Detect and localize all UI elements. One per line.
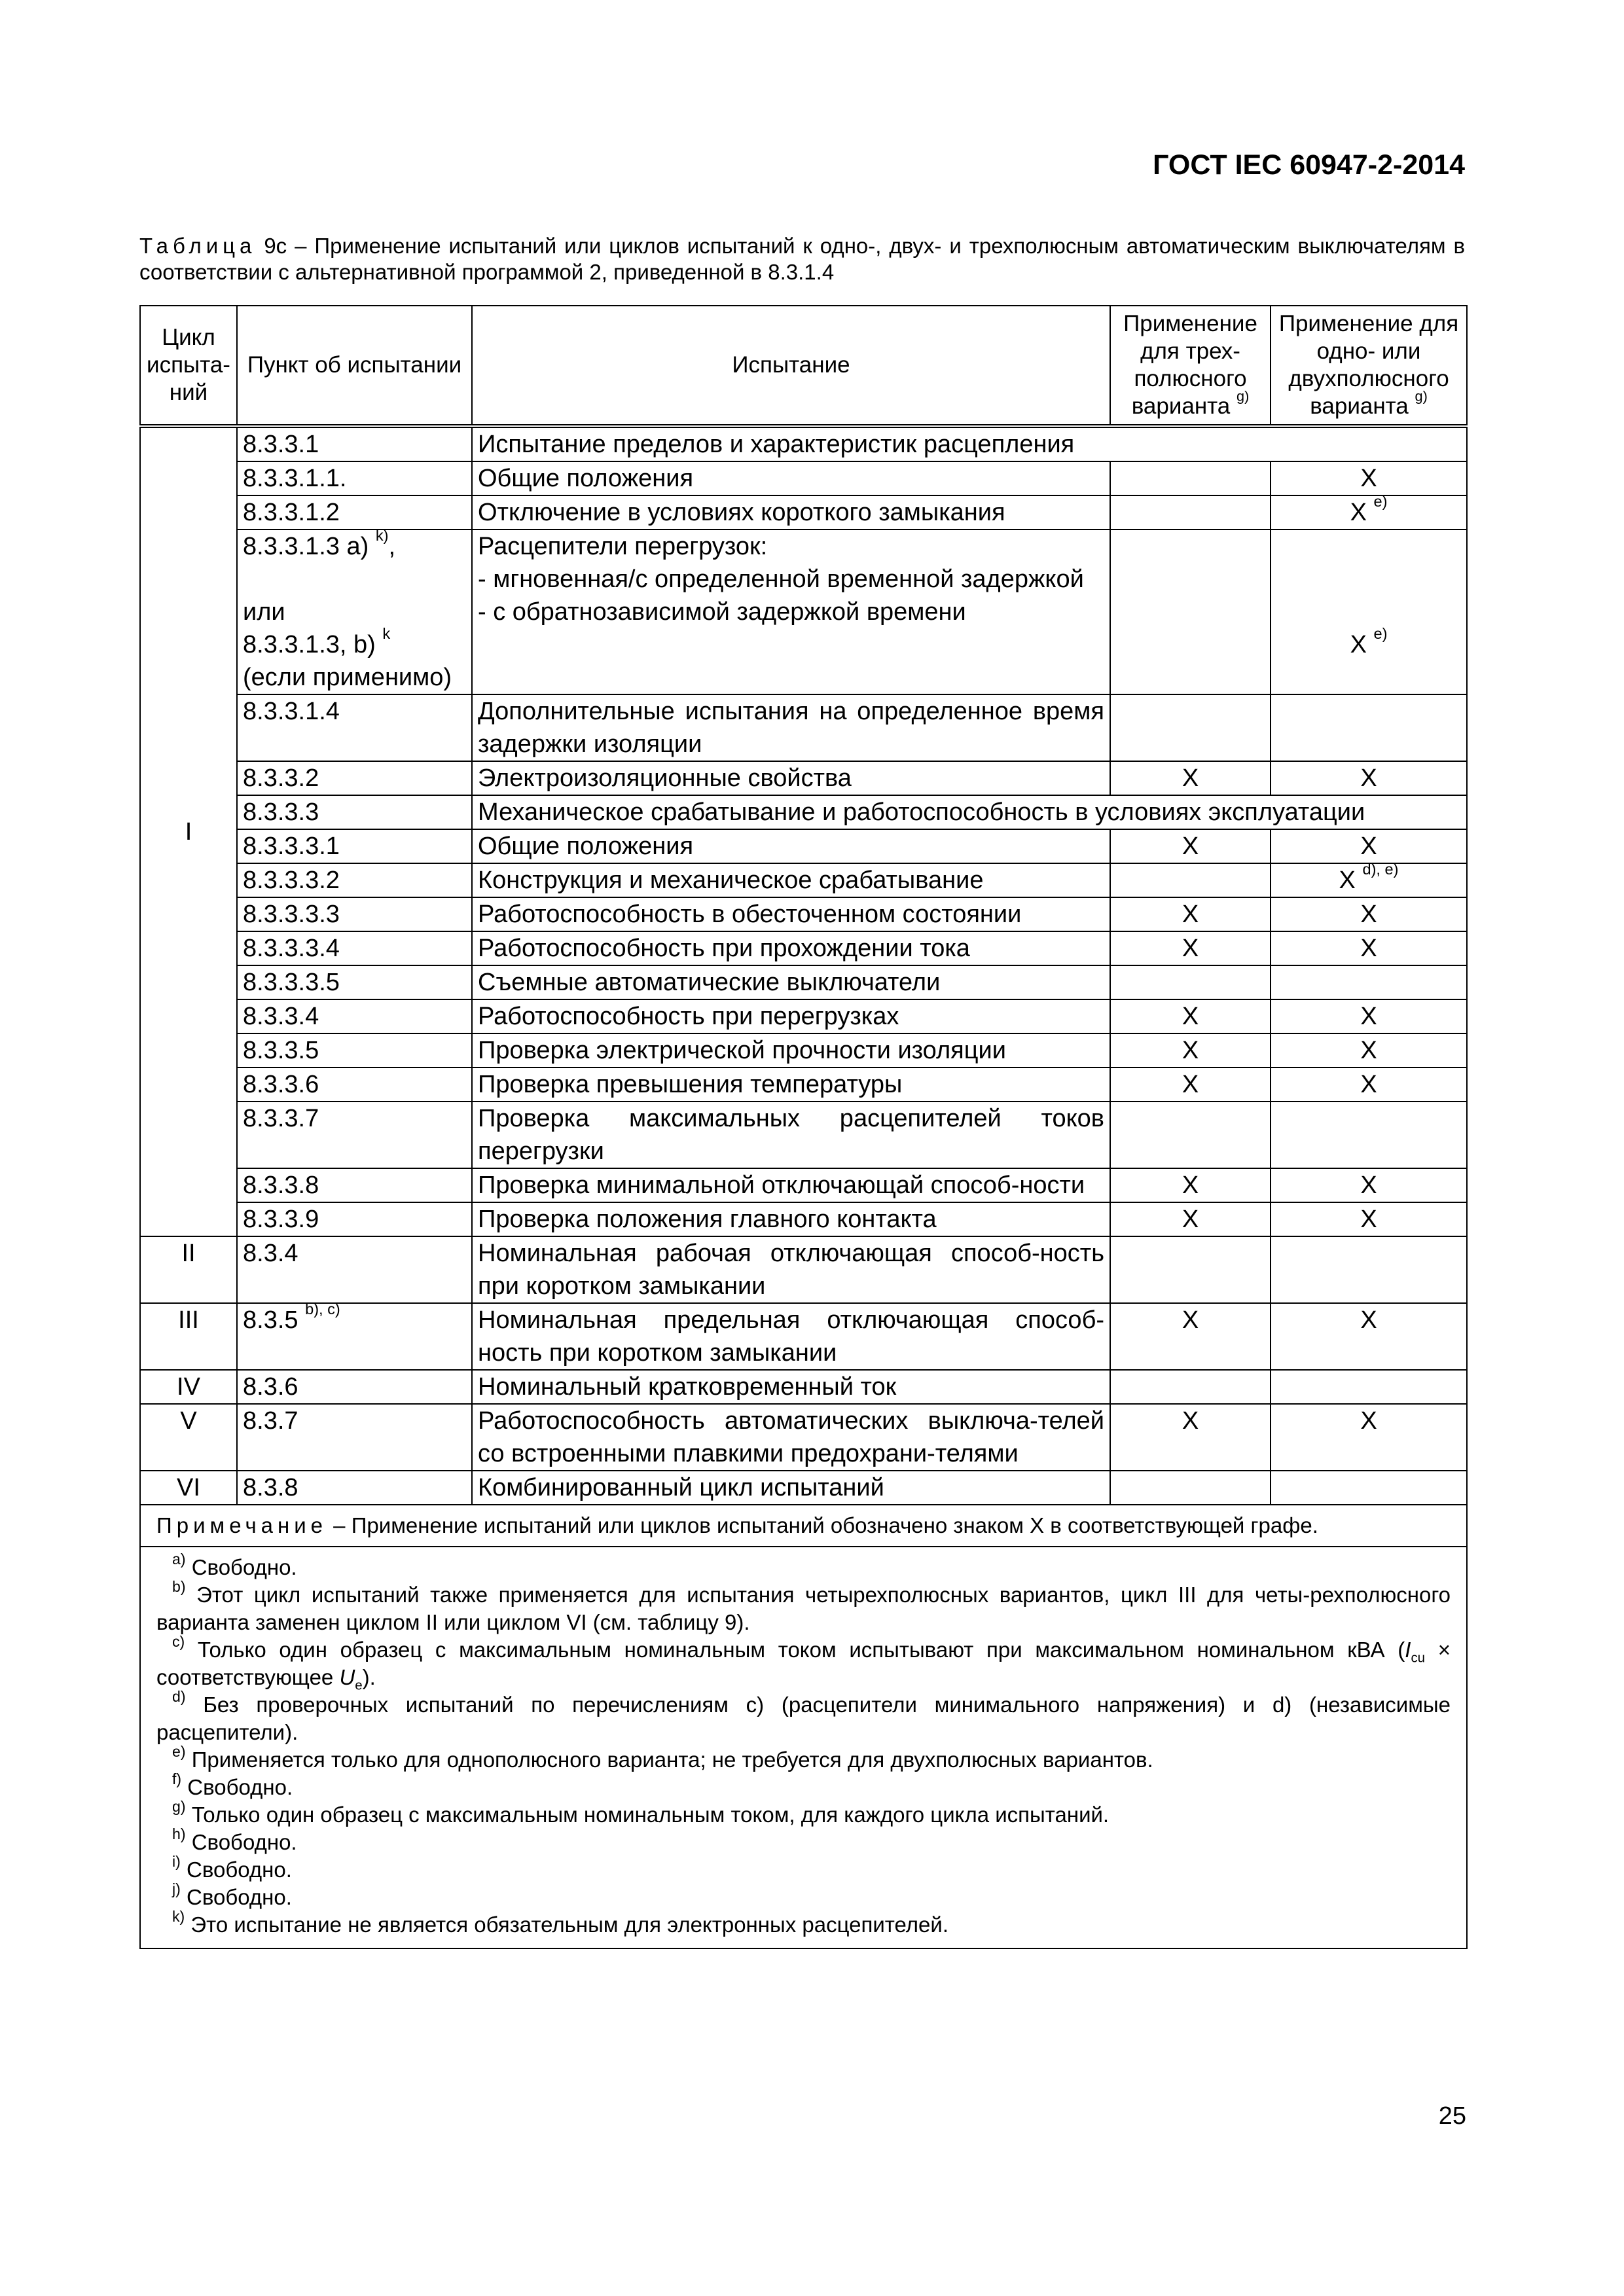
footnote-mark: c) xyxy=(172,1632,185,1650)
footnote-mark: e) xyxy=(172,1742,186,1760)
table-caption-label: Таблица xyxy=(139,234,257,258)
three-pole-cell xyxy=(1110,461,1271,495)
footnote-ref: e) xyxy=(1373,624,1388,642)
footnote xyxy=(156,1550,1451,1581)
table-caption xyxy=(139,233,1465,285)
three-pole-cell xyxy=(1110,863,1271,897)
cycle-cell: I xyxy=(140,426,237,1236)
table-row xyxy=(140,1202,1467,1236)
three-pole-cell: X xyxy=(1110,931,1271,965)
column-header-clause: Пункт об испытании xyxy=(237,306,472,426)
test-line: - с обратнозависимой задержкой времени xyxy=(478,598,966,626)
footnote-mark: g) xyxy=(172,1797,186,1815)
clause-cell: 8.3.3.3.1 xyxy=(237,829,472,863)
test-cell: Проверка положения главного контакта xyxy=(472,1202,1110,1236)
voltage-symbol: U xyxy=(339,1665,355,1689)
footnote-ref: k xyxy=(382,624,391,642)
test-cell xyxy=(472,529,1110,694)
footnote xyxy=(156,1687,1451,1746)
table-row xyxy=(140,1168,1467,1202)
clause-cell: 8.3.3.3.2 xyxy=(237,863,472,897)
one-two-pole-label: Применение для одно- или двухполюсного варианта xyxy=(1278,311,1459,419)
test-cell: Проверка электрической прочности изоляции xyxy=(472,1033,1110,1067)
column-header-cycle: Цикл испыта-ний xyxy=(140,306,237,426)
clause-line: 8.3.3.1.3, b) xyxy=(243,631,376,658)
one-two-pole-cell: X xyxy=(1271,931,1467,965)
table-row xyxy=(140,829,1467,863)
clause-cell: 8.3.6 xyxy=(237,1370,472,1404)
footnote xyxy=(156,1825,1451,1856)
table-row xyxy=(140,1102,1467,1168)
test-application-table xyxy=(139,305,1468,1949)
footnote-text: Свободно. xyxy=(180,1885,292,1909)
column-header-one-two-pole xyxy=(1271,306,1467,426)
test-cell: Номинальная рабочая отключающая способ-ность при коротком замыкании xyxy=(472,1236,1110,1303)
test-cell: Номинальный кратковременный ток xyxy=(472,1370,1110,1404)
test-cell: Проверка минимальной отключающай способ-ности xyxy=(472,1168,1110,1202)
one-two-pole-cell xyxy=(1271,860,1467,897)
one-two-pole-cell: X xyxy=(1271,1303,1467,1370)
test-cell: Работоспособность в обесточенном состоянии xyxy=(472,897,1110,931)
table-row xyxy=(140,1303,1467,1370)
footnote-text: Только один образец с максимальным номинальным током, для каждого цикла испытаний. xyxy=(185,1803,1110,1827)
footnote xyxy=(156,1852,1451,1884)
clause-separator: , xyxy=(388,533,395,560)
clause-cell: 8.3.7 xyxy=(237,1404,472,1471)
table-row xyxy=(140,931,1467,965)
table-row xyxy=(140,1404,1467,1471)
three-pole-cell: X xyxy=(1110,1404,1271,1471)
test-cell: Общие положения xyxy=(472,829,1110,863)
footnote-text: × соответствующее xyxy=(156,1638,1451,1689)
clause-cell: 8.3.3.1.1. xyxy=(237,461,472,495)
footnote-ref: d), e) xyxy=(1362,860,1399,878)
three-pole-cell: X xyxy=(1110,999,1271,1033)
table-note xyxy=(140,1505,1467,1547)
table-row xyxy=(140,694,1467,761)
column-header-test: Испытание xyxy=(472,306,1110,426)
one-two-pole-cell: X xyxy=(1271,461,1467,495)
three-pole-cell: X xyxy=(1110,1303,1271,1370)
table-row xyxy=(140,999,1467,1033)
clause-cell: 8.3.3.3.4 xyxy=(237,931,472,965)
one-two-pole-cell xyxy=(1271,1471,1467,1505)
cycle-cell: II xyxy=(140,1236,237,1303)
test-cell: Проверка превышения температуры xyxy=(472,1067,1110,1102)
footnote xyxy=(156,1632,1451,1693)
footnote-text: Только один образец с максимальным номинальным током испытывают при максимальном номинальном кВА ( xyxy=(185,1638,1405,1662)
table-row xyxy=(140,761,1467,795)
page-number: 25 xyxy=(1438,2102,1466,2130)
table-caption-text: 9c – Применение испытаний или циклов испытаний к одно-, двух- и трехполюсным автоматическим выключателям в соответствии с альтернативной программой 2, приведенной в 8.3.1.4 xyxy=(139,234,1465,284)
clause-cell: 8.3.3.1.4 xyxy=(237,694,472,761)
clause-cell: 8.3.3.6 xyxy=(237,1067,472,1102)
one-two-pole-cell xyxy=(1271,1102,1467,1168)
clause-cell: 8.3.3.7 xyxy=(237,1102,472,1168)
clause-cell: 8.3.3.3.3 xyxy=(237,897,472,931)
footnote xyxy=(156,1742,1451,1774)
footnote-ref: g) xyxy=(1236,387,1250,404)
clause-cell: 8.3.3.5 xyxy=(237,1033,472,1067)
footnote-ref: b), c) xyxy=(305,1300,340,1318)
clause-cell xyxy=(237,1300,472,1370)
footnote-mark: j) xyxy=(172,1880,181,1897)
three-pole-cell: X xyxy=(1110,897,1271,931)
clause-or: или xyxy=(243,598,285,626)
x-mark: X xyxy=(1350,631,1367,658)
table-row xyxy=(140,863,1467,897)
three-pole-cell xyxy=(1110,529,1271,694)
three-pole-label: Применение для трех-полюсного варианта xyxy=(1123,311,1257,419)
table-row xyxy=(140,965,1467,999)
test-cell: Конструкция и механическое срабатывание xyxy=(472,863,1110,897)
x-mark: X xyxy=(1350,499,1367,526)
clause-number: 8.3.5 xyxy=(243,1306,298,1334)
note-row xyxy=(140,1505,1467,1547)
test-cell: Проверка максимальных расцепителей токов перегрузки xyxy=(472,1102,1110,1168)
table-row xyxy=(140,495,1467,529)
footnote xyxy=(156,1577,1451,1636)
clause-cell: 8.3.3.1 xyxy=(237,426,472,461)
document-standard-number: ГОСТ IEC 60947-2-2014 xyxy=(1153,149,1465,181)
test-line: Расцепители перегрузок: xyxy=(478,533,768,560)
footnote-mark: d) xyxy=(172,1687,186,1705)
one-two-pole-cell xyxy=(1271,529,1467,694)
table-row xyxy=(140,1370,1467,1404)
one-two-pole-cell xyxy=(1271,694,1467,761)
footnote-text: Свободно. xyxy=(181,1775,293,1799)
three-pole-cell xyxy=(1110,965,1271,999)
table-row xyxy=(140,795,1467,829)
footnote-text: ). xyxy=(362,1665,376,1689)
three-pole-cell: X xyxy=(1110,761,1271,795)
clause-cell: 8.3.3.4 xyxy=(237,999,472,1033)
clause-cell xyxy=(237,526,472,694)
footnote-text: Свободно. xyxy=(185,1555,297,1579)
table-row xyxy=(140,1236,1467,1303)
footnote-ref: g) xyxy=(1415,387,1428,404)
one-two-pole-cell: X xyxy=(1271,1033,1467,1067)
three-pole-cell: X xyxy=(1110,1168,1271,1202)
footnote-mark: k) xyxy=(172,1907,185,1925)
footnotes-row xyxy=(140,1547,1467,1948)
footnote-text: Без проверочных испытаний по перечислениям с) (расцепители минимального напряжения) и d) (независимые расцепители). xyxy=(156,1693,1451,1744)
footnote xyxy=(156,1797,1451,1829)
one-two-pole-cell: X xyxy=(1271,999,1467,1033)
test-cell: Номинальная предельная отключающая способ-ность при коротком замыкании xyxy=(472,1303,1110,1370)
three-pole-cell xyxy=(1110,1370,1271,1404)
clause-cell: 8.3.3.8 xyxy=(237,1168,472,1202)
clause-cell: 8.3.3.9 xyxy=(237,1202,472,1236)
footnote-text: Применяется только для однополюсного варианта; не требуется для двухполюсных вариантов. xyxy=(185,1748,1153,1772)
clause-cell: 8.3.3.3 xyxy=(237,795,472,829)
test-cell: Дополнительные испытания на определенное время задержки изоляции xyxy=(472,694,1110,761)
clause-line: (если применимо) xyxy=(243,664,452,691)
current-subscript: cu xyxy=(1411,1650,1426,1666)
footnote-text: Свободно. xyxy=(185,1830,297,1854)
three-pole-cell: X xyxy=(1110,1202,1271,1236)
three-pole-cell: X xyxy=(1110,829,1271,863)
table-row xyxy=(140,897,1467,931)
table-row xyxy=(140,1067,1467,1102)
test-cell: Испытание пределов и характеристик расцепления xyxy=(472,426,1467,461)
clause-cell: 8.3.8 xyxy=(237,1471,472,1505)
table-row xyxy=(140,529,1467,694)
column-header-three-pole xyxy=(1110,306,1271,426)
test-cell: Работоспособность при перегрузках xyxy=(472,999,1110,1033)
cycle-cell: VI xyxy=(140,1471,237,1505)
one-two-pole-cell xyxy=(1271,1370,1467,1404)
footnote-mark: f) xyxy=(172,1770,182,1787)
test-cell: Комбинированный цикл испытаний xyxy=(472,1471,1110,1505)
one-two-pole-cell: X xyxy=(1271,897,1467,931)
note-text: – Применение испытаний или циклов испытаний обозначено знаком X в соответствующей графе. xyxy=(327,1513,1318,1537)
one-two-pole-cell: X xyxy=(1271,1202,1467,1236)
clause-cell: 8.3.3.2 xyxy=(237,761,472,795)
clause-cell: 8.3.3.3.5 xyxy=(237,965,472,999)
voltage-subscript: e xyxy=(355,1677,363,1693)
one-two-pole-cell: X xyxy=(1271,1404,1467,1471)
test-cell: Съемные автоматические выключатели xyxy=(472,965,1110,999)
table-footnotes xyxy=(140,1547,1467,1948)
table-row xyxy=(140,461,1467,495)
three-pole-cell xyxy=(1110,1471,1271,1505)
clause-line: 8.3.3.1.3 a) xyxy=(243,533,369,560)
footnote xyxy=(156,1770,1451,1801)
three-pole-cell xyxy=(1110,1102,1271,1168)
test-cell: Отключение в условиях короткого замыкания xyxy=(472,495,1110,529)
footnote-mark: h) xyxy=(172,1825,186,1842)
footnote xyxy=(156,1907,1451,1939)
one-two-pole-cell: X xyxy=(1271,761,1467,795)
current-symbol: I xyxy=(1405,1638,1411,1662)
three-pole-cell: X xyxy=(1110,1067,1271,1102)
test-cell: Общие положения xyxy=(472,461,1110,495)
footnote-mark: a) xyxy=(172,1550,186,1568)
footnote-text: Это испытание не является обязательным для электронных расцепителей. xyxy=(185,1912,948,1937)
table-row xyxy=(140,426,1467,461)
test-line: - мгновенная/с определенной временной задержкой xyxy=(478,565,1084,593)
footnote-mark: i) xyxy=(172,1852,181,1870)
test-cell: Электроизоляционные свойства xyxy=(472,761,1110,795)
clause-cell: 8.3.3.1.2 xyxy=(237,495,472,529)
footnote-text: Свободно. xyxy=(180,1857,292,1882)
one-two-pole-cell xyxy=(1271,965,1467,999)
table-header-row xyxy=(140,306,1467,426)
table-row xyxy=(140,1471,1467,1505)
cycle-cell: III xyxy=(140,1303,237,1370)
cycle-cell: V xyxy=(140,1404,237,1471)
cycle-cell: IV xyxy=(140,1370,237,1404)
footnote-ref: k) xyxy=(375,526,389,544)
clause-cell: 8.3.4 xyxy=(237,1236,472,1303)
footnote-ref: e) xyxy=(1373,492,1388,510)
three-pole-cell xyxy=(1110,1236,1271,1303)
x-mark: X xyxy=(1339,867,1356,894)
one-two-pole-cell xyxy=(1271,1236,1467,1303)
test-cell: Работоспособность автоматических выключа-телей со встроенными плавкими предохрани-телями xyxy=(472,1404,1110,1471)
three-pole-cell xyxy=(1110,694,1271,761)
three-pole-cell: X xyxy=(1110,1033,1271,1067)
three-pole-cell xyxy=(1110,495,1271,529)
one-two-pole-cell: X xyxy=(1271,829,1467,863)
one-two-pole-cell: X xyxy=(1271,1067,1467,1102)
footnote-text: Этот цикл испытаний также применяется для испытания четырехполюсных вариантов, цикл III для четы-рехполюсного варианта заменен циклом II или циклом VI (см. таблицу 9). xyxy=(156,1583,1451,1634)
note-label: Примечание xyxy=(156,1513,328,1537)
one-two-pole-cell: X xyxy=(1271,1168,1467,1202)
one-two-pole-cell xyxy=(1271,492,1467,529)
test-cell: Механическое срабатывание и работоспособность в условиях эксплуатации xyxy=(472,795,1467,829)
footnote xyxy=(156,1880,1451,1911)
test-cell: Работоспособность при прохождении тока xyxy=(472,931,1110,965)
footnote-mark: b) xyxy=(172,1577,186,1595)
table-row xyxy=(140,1033,1467,1067)
